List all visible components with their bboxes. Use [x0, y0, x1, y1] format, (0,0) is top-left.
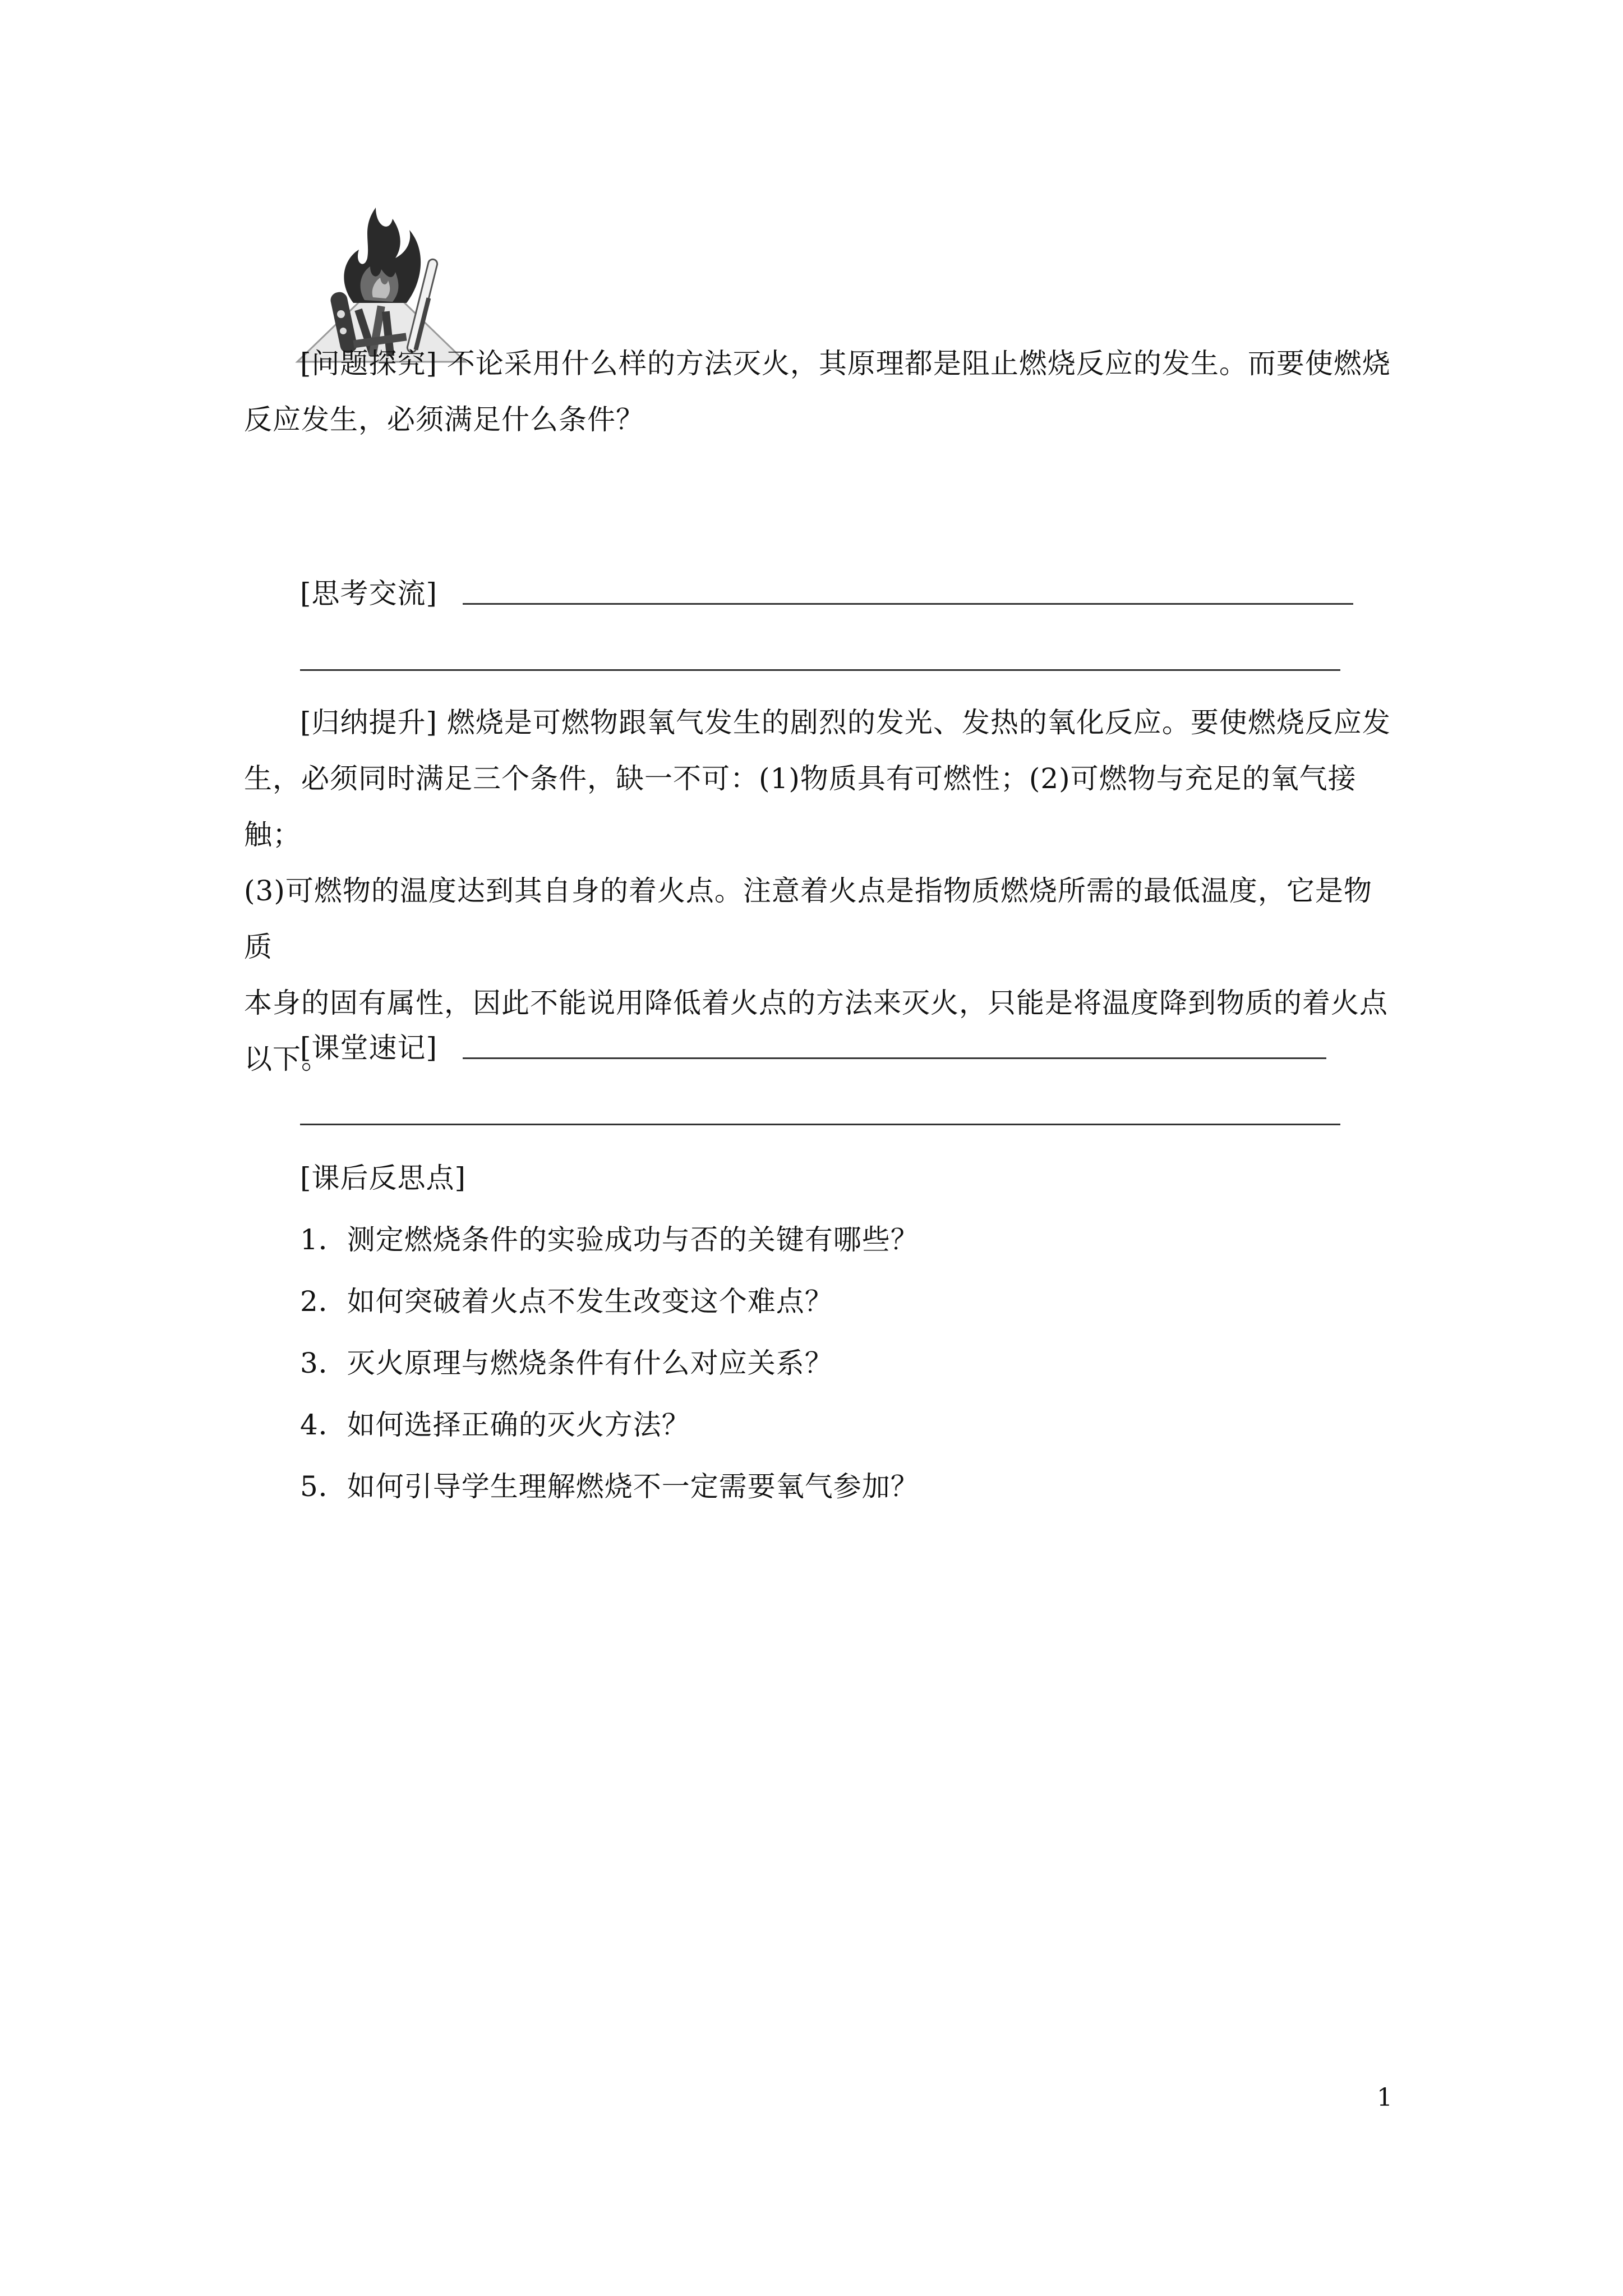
inquiry-text-line2: 反应发生，必须满足什么条件？: [244, 403, 644, 436]
inquiry-text-line1: 不论采用什么样的方法灭火，其原理都是阻止燃烧反应的发生。而要使燃烧: [446, 347, 1391, 380]
summary-text-line1: 燃烧是可燃物跟氧气发生的剧烈的发光、发热的氧化反应。要使燃烧反应发: [446, 706, 1391, 739]
inquiry-tag: [问题探究]: [300, 347, 438, 380]
reflection-item-1: 1．测定燃烧条件的实验成功与否的关键有哪些？: [300, 1223, 919, 1256]
summary-text-line5: 以下。: [244, 1043, 330, 1075]
discussion-blank-1[interactable]: [463, 603, 1353, 605]
summary-tag: [归纳提升]: [300, 706, 438, 739]
reflection-item-2: 2．如何突破着火点不发生改变这个难点？: [300, 1285, 833, 1318]
page-number: 1: [1377, 2083, 1393, 2112]
reflection-item-4: 4．如何选择正确的灭火方法？: [300, 1409, 690, 1441]
summary-text-line2: 生，必须同时满足三个条件，缺一不可：(1)物质具有可燃性；(2)可燃物与充足的氧气接触；: [244, 762, 1357, 851]
notes-row: [300, 1020, 437, 1076]
reflection-item-3: 3．灭火原理与燃烧条件有什么对应关系？: [300, 1347, 833, 1379]
notes-blank-2[interactable]: [300, 1124, 1340, 1125]
discussion-tag: [思考交流]: [300, 577, 438, 610]
summary-text-line3: (3)可燃物的温度达到其自身的着火点。注意着火点是指物质燃烧所需的最低温度，它是物质: [244, 875, 1372, 963]
discussion-blank-2[interactable]: [300, 669, 1340, 671]
notes-blank-1[interactable]: [463, 1057, 1326, 1059]
reflection-heading: [课后反思点]: [300, 1162, 467, 1194]
summary-text-line4: 本身的固有属性，因此不能说用降低着火点的方法来灭火，只能是将温度降到物质的着火点: [244, 987, 1388, 1019]
discussion-row: [300, 565, 437, 622]
notes-tag: [课堂速记]: [300, 1032, 438, 1064]
reflection-item-5: 5．如何引导学生理解燃烧不一定需要氧气参加？: [300, 1470, 919, 1503]
inquiry-paragraph: [244, 335, 1399, 448]
